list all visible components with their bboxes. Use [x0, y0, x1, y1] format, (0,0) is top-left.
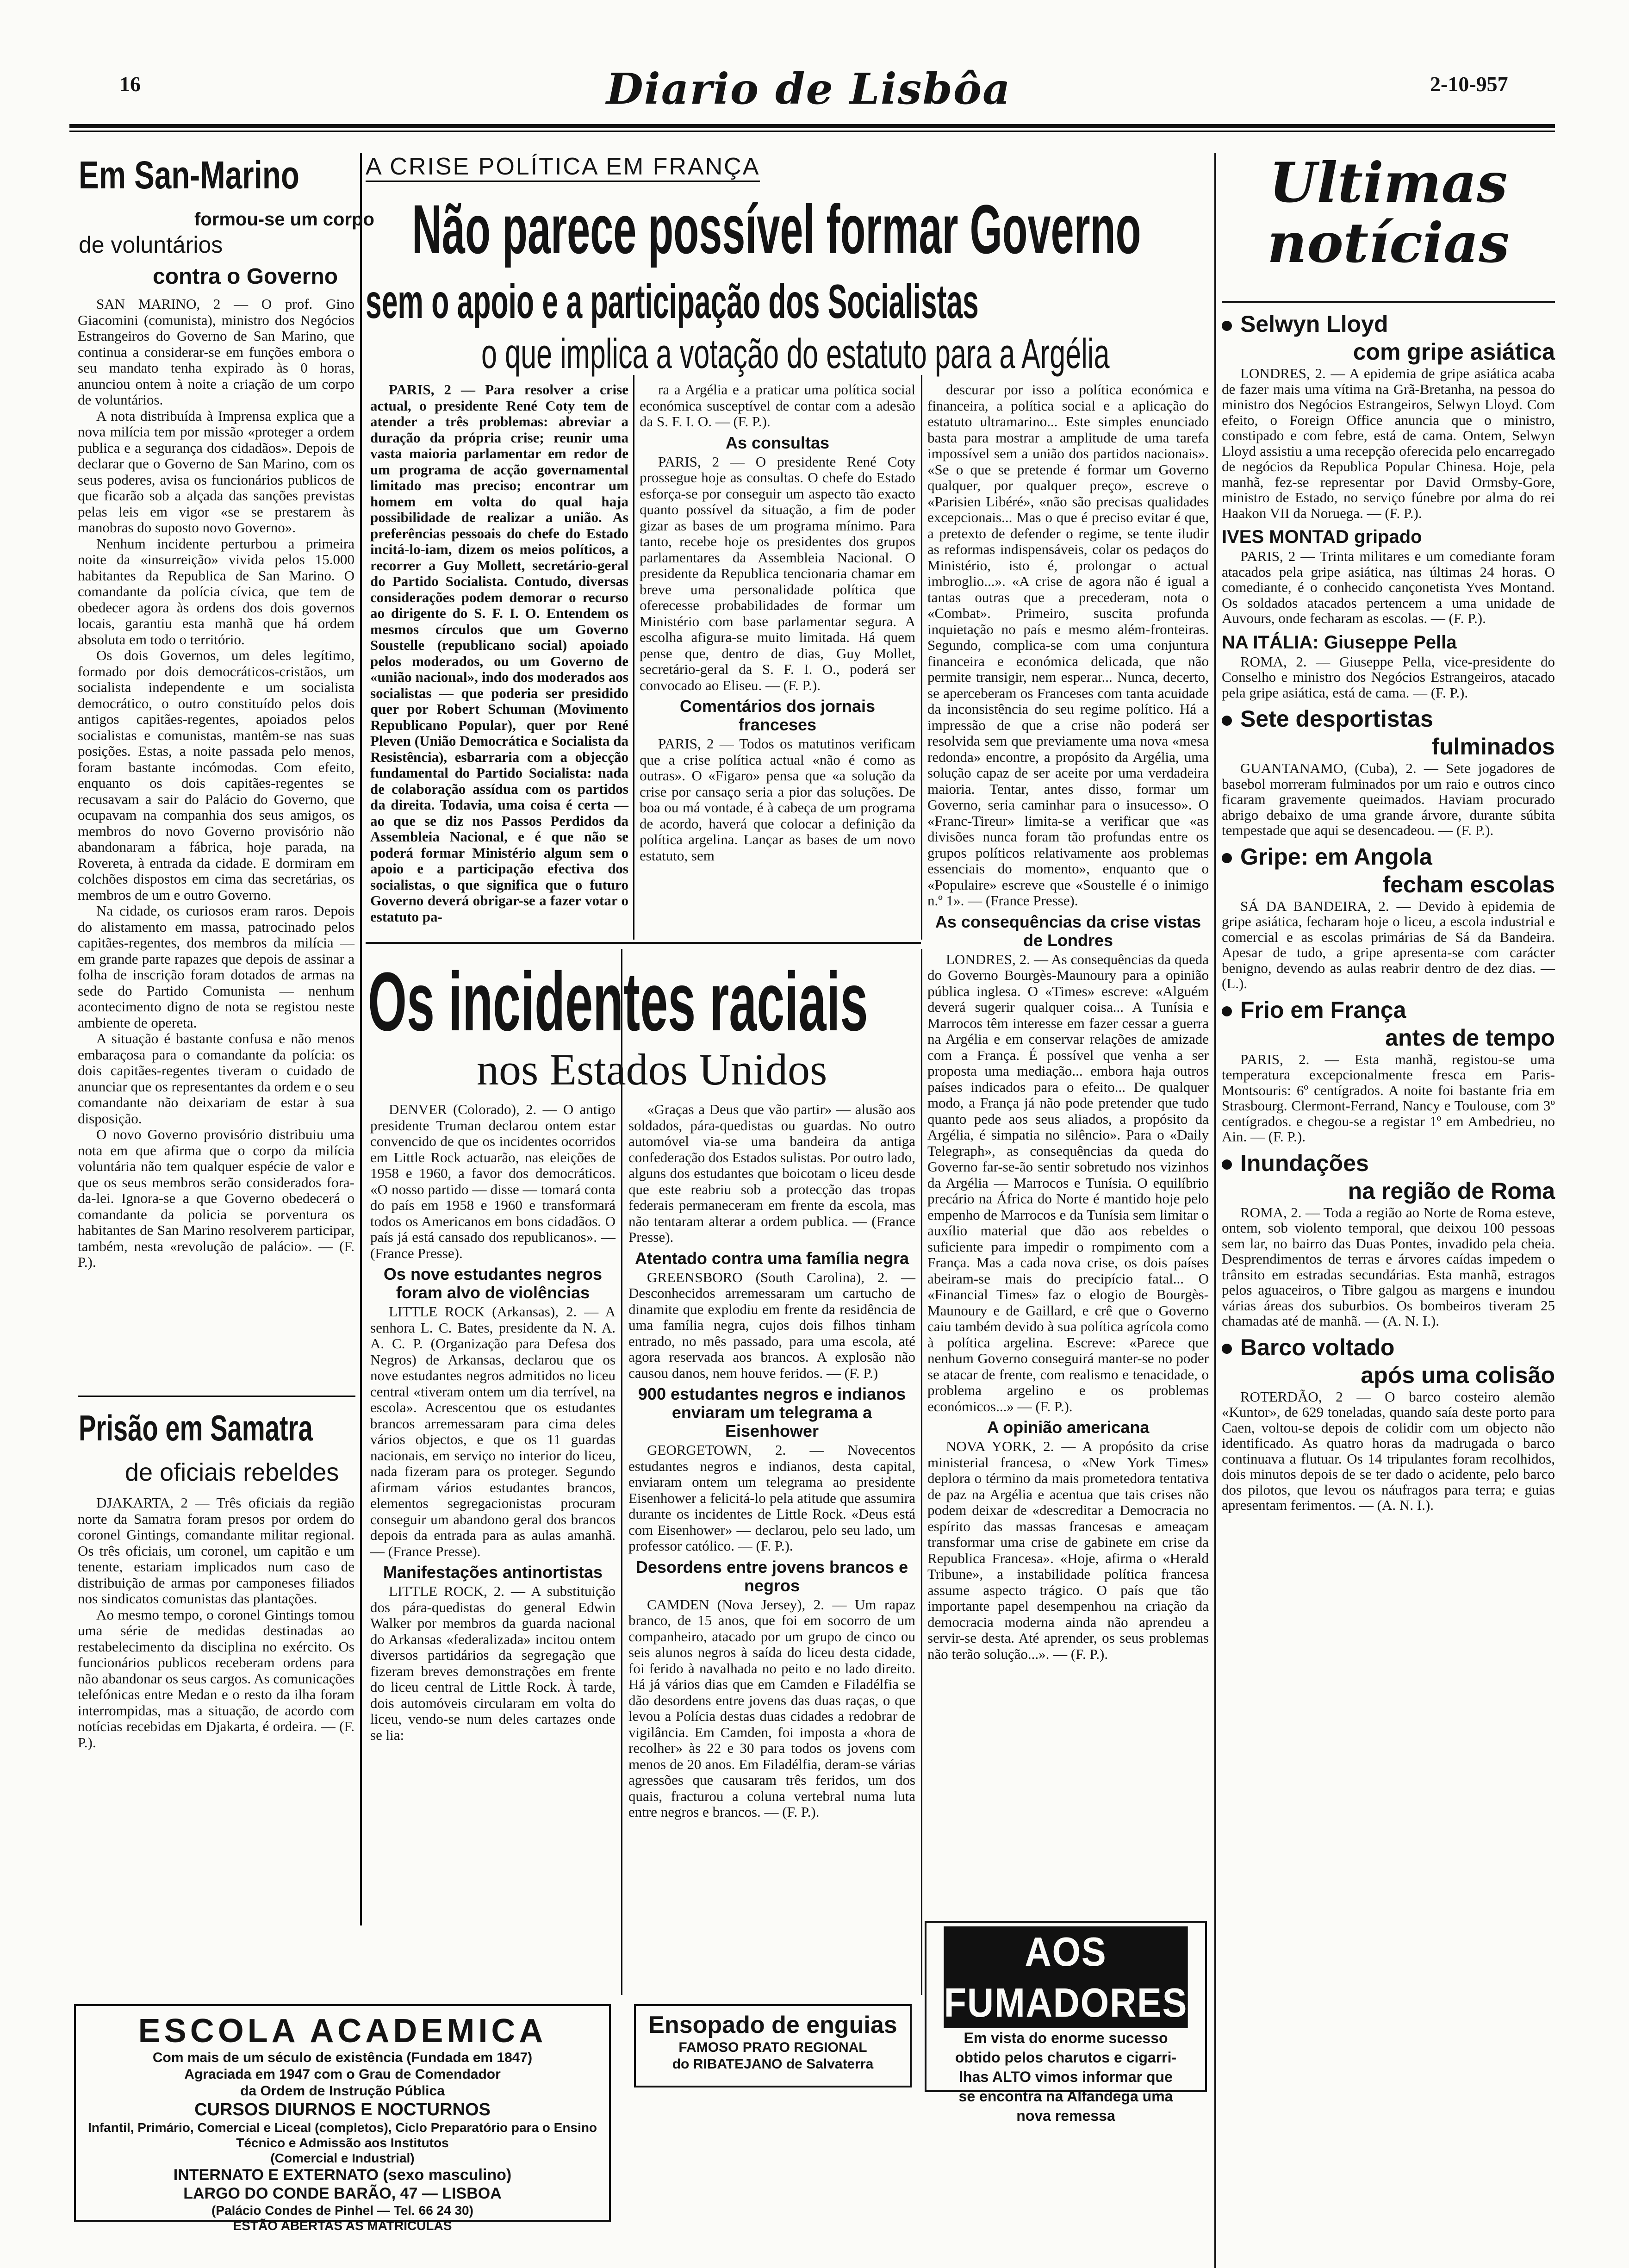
ad-title: AOS FUMADORES	[944, 1926, 1188, 2028]
latest-news-list	[1222, 310, 1555, 2249]
masthead-rule	[69, 124, 1555, 128]
ad-line: do RIBATEJANO de Salvaterra	[672, 2056, 874, 2072]
paragraph: GREENSBORO (South Carolina), 2. — Desconhecidos arremessaram um cartucho de dinamite que explodiu em frente da residência de uma família negra, cujos dois filhos tinham entrado, no mês passado, para uma escola, até agora reservada aos brancos. A explosão não causou danos, nem houve feridos. — (F. P.)	[628, 1269, 915, 1381]
ad-title: ESCOLA ACADEMICA	[138, 2013, 547, 2050]
ad-line: da Ordem de Instrução Pública	[240, 2083, 445, 2099]
subhead: Os nove estudantes negros foram alvo de violências	[383, 1265, 603, 1302]
bullet-icon	[1222, 1344, 1232, 1354]
samatra-kicker: de oficiais rebeldes	[125, 1458, 339, 1486]
ad-line: Em vista do enorme sucesso	[964, 2030, 1168, 2046]
paragraph: A nota distribuída à Imprensa explica que a nova milícia tem por missão «proteger a ordem publica e a segurança dos cidadãos». Depois de declarar que o Governo de San Marino, com os seus poderes, avisa os funcionários publicos de que ficarão sob a alçada das sanções previstas pelas leis em vigor «se se prestarem às manobras do suposto novo Governo».	[78, 407, 354, 536]
news-item	[1222, 1333, 1555, 1513]
news-item-headline	[1222, 310, 1555, 338]
ad-line: (Palácio Condes de Pinhel — Tel. 66 24 30)	[211, 2203, 473, 2218]
news-item-headline	[1222, 705, 1555, 733]
paragraph: ra a Argélia e a praticar uma política social económica susceptível de contar com a adesão da S. F. I. O. — (F. P.).	[640, 381, 915, 430]
bullet-icon	[1222, 853, 1232, 863]
racial-headline: Os incidentes raciais	[368, 955, 868, 1048]
subhead: Comentários dos jornais franceses	[679, 697, 876, 734]
news-item-headline	[1222, 1333, 1555, 1361]
article-separator	[78, 1396, 355, 1397]
ad-line: FAMOSO PRATO REGIONAL	[678, 2040, 867, 2055]
bullet-icon	[1222, 1006, 1232, 1016]
bullet-icon	[1222, 321, 1232, 331]
bullet-icon	[1222, 716, 1232, 726]
san-marino-body	[78, 296, 354, 1389]
page-number: 16	[119, 72, 141, 96]
paragraph: NOVA YORK, 2. — A propósito da crise ministerial francesa, o «New York Times» deplora o término da mais prometedora tentativa de paz na Argélia e acentua que tais crises não podem deixar de «descreditar a Democracia no espírito das massas francesas e ameaçam transformar uma crise de gabinete em crise da Republica Francesa». «Hoje, afirma o «Herald Tribune», a instabilidade política francesa assume aspecto trágico. O país que tão importante papel desempenhou na criação da democracia moderna ainda não aprendeu a servir-se desta. Até aprender, os seus problemas não terão solução...». — (F. P.).	[927, 1438, 1209, 1662]
paragraph: A situação é bastante confusa e não menos embaraçosa para o comandante da polícia: os dois capitães-regentes tiveram o cuidado de anunciar que os representantes da ordem e o seu comandante não deixariam de estar à sua disposição.	[78, 1030, 354, 1127]
racial-col-2	[628, 1102, 915, 1995]
news-item-headline	[1222, 1149, 1555, 1177]
subhead: Desordens entre jovens brancos e negros	[635, 1557, 908, 1595]
paragraph: PARIS, 2 — Para resolver a crise actual, o presidente René Coty tem de atender a três problemas: abreviar a duração da própria crise; reunir uma vasta maioria parlamentar em redor de um programa de acção governamental limitado mas preciso; encontrar um homem em volta do qual haja possibilidade de realizar a união. As preferências pessoais do chefe do Estado incitá-lo-iam, dizem os meios políticos, a recorrer a Guy Mollett, secretário-geral do Partido Socialista. Contudo, diversas considerações podem demorar o recurso ao dirigente do S. F. I. O. Entendem os mesmos círculos que um Governo Soustelle (republicano social) apoiado pelos moderados, ou um Governo de «união nacional», indo dos moderados aos socialistas — que poderia ser presidido quer por Robert Schuman (Movimento Republicano Popular), quer por René Pleven (União Democrática e Socialista da Resistência), esbarraria com a objecção fundamental do Partido Socialista: nada de colaboração assídua com os partidos da direita. Todavia, uma coisa é certa — ao que se diz nos Passos Perdidos da Assembleia Nacional, e é que não se poderá formar Ministério algum sem o apoio e a participação efectiva dos socialistas, o que significa que o futuro Governo deverá obrigar-se a fazer votar o estatuto pa-	[370, 381, 628, 925]
news-item-headline: IVES MONTAD gripado	[1222, 527, 1422, 547]
ad-line: Agraciada em 1947 com o Grau de Comendador	[184, 2067, 501, 2082]
subhead: Manifestações antinortistas	[383, 1563, 603, 1582]
france-col-2	[640, 382, 915, 937]
paragraph: ROTERDÃO, 2 — O barco costeiro alemão «Kuntor», de 629 toneladas, quando saía deste porto para Caen, voltou-se depois de colidir com um objecto não identificado. As quatro horas da madrugada o barco continuava a flutuar. Os 14 tripulantes foram recolhidos, dois minutos depois de se ter dado o acidente, pelo barco dos pilotos, que levou os náufragos para terra; e guias apresentam ferimentos. — (A. N. I.).	[1222, 1388, 1555, 1513]
paragraph: LITTLE ROCK, 2. — A substituição dos pára-quedistas do general Edwin Walker por membros da guarda nacional do Arkansas «federalizada» incitou ontem diversos partidários da segregação que fizeram breves demonstrações em frente do liceu central de Little Rock. À tarde, dois automóveis circularam em volta do liceu, vendo-se num deles cartazes onde se lia:	[370, 1583, 616, 1743]
paragraph: PARIS, 2. — Esta manhã, registou-se uma temperatura excepcionalmente fresca em Paris-Montsouris: 6º centígrados. A noite foi bastante fria em Strasbourg. Clermont-Ferrand, Nancy e Toulouse, com 3º centígrados. e chegou-se a registar 1º em Ambedrieu, no Ain. — (F. P.).	[1222, 1051, 1555, 1145]
news-item	[1222, 843, 1555, 991]
column-rule	[621, 949, 622, 1995]
section-rule	[1222, 301, 1555, 303]
paragraph: descurar por isso a política económica e financeira, a política social e a aplicação do estatuto ultramarino... Este simples enunciado basta para mostrar a amplitude de uma tarefa impossível sem a união dos partidos nacionais». «Se o que se pretende é formar um Governo qualquer, por qualquer preço», escreve o «Parisien Libéré», «não são precisas qualidades excepcionais... Mas o que é preciso evitar é que, a pretexto de defender o regime, se tente iludir as reformas indispensáveis, colar os pedaços do Ministério, isto é, prolongar o actual imbroglio...». «A crise de agora não é igual a tantas outras que a precederam, nota o «Combat». Primeiro, suscita profunda inquietação no país e mesmo além-fronteiras. Segundo, complica-se com uma conjuntura financeira e económica delicada, que não permite transigir, nem esperar... Nunca, decerto, se aperceberam os Franceses com tanta acuidade da inconsistência do seu regime político. Há a impressão de que a crise não poderá ser resolvida sem que previamente uma nova «mesa redonda» encontre, a propósito da Argélia, uma solução capaz de ser aceite por uma verdadeira maioria. Tentar, antes disso, formar um Governo, seria caminhar para o insucesso». O «Franc-Tireur» limita-se a verificar que «as divisões nunca foram tão profundas entre os grupos políticos relativamente aos problemas essenciais do momento», enquanto que o «Populaire» escreve que «Soustelle é o inimigo n.º 1». — (France Presse).	[927, 381, 1209, 909]
news-item-subhead: fecham escolas	[1382, 871, 1555, 897]
paragraph: GEORGETOWN, 2. — Novecentos estudantes negros e indianos, desta capital, enviaram ontem um telegrama ao presidente Eisenhower a felicitá-lo pela atitude que assumira durante os incidentes de Little Rock. «Deus está com Eisenhower» — declarou, pelo seu lado, um professor católico. — (F. P.).	[628, 1442, 915, 1554]
paragraph: O novo Governo provisório distribuiu uma nota em que afirma que o corpo da milícia voluntária não tem qualquer espécie de valor e que os seus membros serão considerados fora-da-lei. Ignora-se a que Governo obedecerá o comandante da policia se porventura os habitantes de San Marino resolverem participar, também, nesta «revolução de palácio». — (F. P.).	[78, 1126, 354, 1270]
issue-date: 2-10-957	[1430, 72, 1508, 96]
racial-col-1	[370, 1102, 616, 1995]
news-item-subhead: após uma colisão	[1361, 1362, 1555, 1388]
news-headline-text: Sete desportistas	[1240, 706, 1433, 732]
subhead: As consequências da crise vistas de Londres	[935, 912, 1201, 950]
paragraph: PARIS, 2 — Trinta militares e um comediante foram atacados pela gripe asiática, nas últimas 24 horas. O comediante, é o conhecido cançonetista Yves Montand. Os soldados atacados pertencem a uma unidade de Auvours, onde fecharam as escolas. — (F. P.).	[1222, 548, 1555, 626]
san-marino-kicker-3: contra o Governo	[153, 264, 338, 289]
paragraph: ROMA, 2. — Toda a região ao Norte de Roma esteve, ontem, sob violento temporal, que deixou 100 pessoas sem lar, no bairro das Duas Pontes, invadido pela cheia. Desprendimentos de terras e árvores caídas impedem o trânsito em estradas secundárias. Esta manhã, estragos pelos aguaceiros, o Tibre galgou as margens e inundou várias áreas dos suburbios. Os bombeiros tiveram 25 chamadas até de manhã. — (A. N. I.).	[1222, 1204, 1555, 1329]
paragraph: Os dois Governos, um deles legítimo, formado por dois democráticos-cristãos, um socialista independente e um socialista democrático, o outro constituído pelos dois antigos capitães-regentes, apoiados pelos socialistas e comunistas, mantêm-se nas suas posições. Estas, a noite passada pelo menos, foram bastante incómodas. Com efeito, enquanto os dois capitães-regentes se recusavam a sair do Palácio do Governo, que ocupavam na companhia dos seus amigos, os membros do novo Governo provisório não abandonaram a fábrica, hoje parada, na Rovereta, à entrada da cidade. E dormiram em colchões dispostos em cima das secretárias, os membros de um e outro Governo.	[78, 647, 354, 903]
paragraph: DENVER (Colorado), 2. — O antigo presidente Truman declarou ontem estar convencido de que os incidentes ocorridos em Little Rock actuarão, nas eleições de 1958 e 1960, a favor dos democráticos. «O nosso partido — disse — tomará conta do país em 1958 e 1960 e transformará todos os Americanos em bons cidadãos. O país já está cansado dos republicanos». — (France Presse).	[370, 1101, 616, 1261]
fumadores-ad	[925, 1921, 1207, 2124]
column-rule	[1214, 153, 1216, 2268]
latest-news-title-line-1: Ultimas	[1269, 150, 1508, 215]
san-marino-headline: Em San-Marino	[79, 153, 299, 197]
column-rule	[921, 375, 922, 940]
news-item	[1222, 631, 1555, 701]
subhead: Atentado contra uma família negra	[634, 1248, 909, 1268]
news-item-subhead: antes de tempo	[1385, 1024, 1555, 1051]
paragraph: CAMDEN (Nova Jersey), 2. — Um rapaz branco, de 15 anos, que foi em socorro de um companheiro, atacado por um grupo de cinco ou seis alunos negros à saída do liceu desta cidade, foi ferido à navalhada no peito e no lado direito. Há já vários dias que em Camden e Filadélfia se dão desordens entre jovens das duas raças, o que levou a Polícia destas duas cidades a redobrar de vigilância. Em Camden, foi imposta a «hora de recolher» às 22 e 30 para todos os jovens com menos de 20 anos. Em Filadélfia, deram-se várias agressões que causaram três feridos, um dos quais, fracturou a coluna vertebral numa luta entre negros e brancos. — (F. P.).	[628, 1596, 915, 1820]
column-rule	[921, 949, 922, 1995]
news-item-headline	[1222, 843, 1555, 871]
ad-line: CURSOS DIURNOS E NOCTURNOS	[194, 2100, 491, 2119]
latest-news-title-line-2: notícias	[1267, 211, 1510, 275]
news-item-subhead: fulminados	[1431, 734, 1555, 760]
ad-line: INTERNATO E EXTERNATO (sexo masculino)	[173, 2166, 512, 2184]
escola-academica-ad	[74, 2004, 611, 2233]
san-marino-kicker-1: formou-se um corpo	[194, 209, 374, 230]
news-headline-text: Barco voltado	[1240, 1334, 1395, 1360]
paragraph: LITTLE ROCK (Arkansas), 2. — A senhora L. C. Bates, presidente da N. A. A. C. P. (Organização para Defesa dos Negros) de Arkansas, declarou que os nove estudantes negros admitidos no liceu central «tiveram ontem um dia terrível, na escola». Acrescentou que os estudantes brancos arremessaram para cima deles vários objectos, e que os 11 guardas nacionais, em serviço no interior do liceu, nada fizeram para os proteger. Segundo afirmam vários estudantes brancos, elementos segregacionistas procuram conseguir um abandono geral dos brancos depois da entrada para as aulas amanhã. — (France Presse).	[370, 1303, 616, 1559]
paragraph: Ao mesmo tempo, o coronel Gintings tomou uma série de medidas destinadas ao restabelecimento da disciplina no exército. Os funcionários publicos receberam ordens para não abandonar os seus cargos. As comunicações telefónicas entre Medan e o resto da ilha foram interrompidas, mas a situação, de acordo com notícias recebidas em Djakarta, é ordeira. — (F. P.).	[78, 1606, 354, 1751]
racial-kicker: nos Estados Unidos	[477, 1045, 827, 1094]
france-col-1	[370, 382, 628, 937]
news-item	[1222, 996, 1555, 1145]
ad-line: Infantil, Primário, Comercial e Liceal (completos), Ciclo Preparatório para o Ensino Técnico e Admissão aos Institutos	[87, 2120, 597, 2150]
column-rule	[360, 153, 362, 1925]
news-item-headline: NA ITÁLIA: Giuseppe Pella	[1222, 632, 1457, 653]
paragraph: Nenhum incidente perturbou a primeira noite da «insurreição» vivida pelos 15.000 habitantes da Republica de San Marino. O comandante da polícia cívica, que tem de obedecer agora às ordens dos dois governos locais, garantiu esta manhã que há ordem absoluta em todo o território.	[78, 535, 354, 648]
paragraph: ROMA, 2. — Giuseppe Pella, vice-presidente do Conselho e ministro dos Negócios Estrangeiros, atacado pela gripe asiática, está de cama. — (F. P.).	[1222, 653, 1555, 701]
ad-line: (Comercial e Industrial)	[270, 2151, 415, 2165]
news-item-headline	[1222, 996, 1555, 1024]
news-item	[1222, 705, 1555, 838]
ad-line: LARGO DO CONDE BARÃO, 47 — LISBOA	[183, 2185, 502, 2202]
paragraph: PARIS, 2 — O presidente René Coty prossegue hoje as consultas. O chefe do Estado esforça-se por conseguir um aspecto tão exacto quanto possível da situação, a fim de poder gizar as bases de um programa mínimo. Para tanto, recebe hoje os presidentes dos grupos parlamentares da Assembleia Nacional. O presidente da Republica tencionaria chamar em breve uma personalidade política que oferecesse probabilidades de formar um Ministério com base parlamentar segura. A escolha afigura-se muito limitada. Há quem pense que, dentro de dias, Guy Mollet, secretário-geral da S. F. I. O., poderá ser convocado ao Eliseu. — (F. P.).	[640, 453, 915, 693]
paragraph: «Graças a Deus que vão partir» — alusão aos soldados, pára-quedistas ou guardas. No outro automóvel via-se uma bandeira da antiga confederação dos Estados sulistas. Por outro lado, alguns dos estudantes que boicotam o liceu desde que este reabriu sob a protecção das tropas federais permaneceram em frente da escola, mas não tentaram alterar a ordem publica. — (France Presse).	[628, 1101, 915, 1245]
france-headline-2: sem o apoio e a participação dos Socialistas	[366, 275, 979, 329]
latest-news-title	[1222, 150, 1555, 275]
ad-line: nova remessa	[1016, 2107, 1115, 2124]
paragraph: Na cidade, os curiosos eram raros. Depois do alistamento em massa, patrocinado pelos capitães-regentes, dos membros da milícia — em grande parte rapazes que depois de assinar a folha de inscrição foram dotados de armas na sede do Partido Comunista — nenhum acontecimento digno de nota se registou neste ambiente de opereta.	[78, 903, 354, 1031]
paragraph: DJAKARTA, 2 — Três oficiais da região norte da Samatra foram presos por ordem do coronel Gintings, comandante militar regional. Os três oficiais, um coronel, um capitão e um tenente, estariam implicados num caso de distribuição de armas por camponeses filiados nos sindicatos comunistas das plantações.	[78, 1495, 354, 1607]
france-section-label: A CRISE POLÍTICA EM FRANÇA	[366, 153, 760, 182]
san-marino-kicker-2: de voluntários	[79, 232, 223, 258]
ad-title: Ensopado de enguias	[648, 2012, 897, 2038]
newspaper-title: Diario de Lisbôa	[606, 64, 1011, 114]
ad-line: ESTÃO ABERTAS AS MATRICULAS	[233, 2218, 452, 2233]
news-item-subhead: com gripe asiática	[1353, 339, 1555, 365]
france-headline-3: o que implica a votação do estatuto para a Argélia	[481, 331, 1110, 377]
paragraph: LONDRES, 2. — As consequências da queda do Governo Bourgès-Maunoury para a opinião pública inglesa. O «Times» escreve: «Alguém deverá sugerir qualquer coisa... A Tunísia e Marrocos têm interesse em fazer cessar a guerra na Argélia e em conservar relações de amizade com a França. É possível que venha a ser proposta uma mediação... embora haja outros países indicados para o efeito... De qualquer modo, a França já não pode pretender que tudo quanto pede aos seus aliados, a propósito da Argélia, é simpatia no silêncio». Para o «Daily Telegraph», as consequências da queda do Governo far-se-ão sentir sobretudo nos vizinhos da Argélia — Marrocos e Tunísia. O equilíbrio precário na África do Norte é mantido hoje pelo empenho de Marrocos e da Tunísia sem limitar o auxílio material que dão aos rebeldes o suficiente para impedir o rompimento com a França. Mas a cada nova crise, os dois países abeiram-se mais do precipício fatal... O «Financial Times» faz o elogio de Bourgès-Maunoury e de Gaillard, e crê que o Governo caiu também devido à sua política agrícola como à política argelina. Escreve: «Parece que nenhum Governo conseguirá manter-se no poder se atacar de frente, com realismo e tenacidade, o problema argelino e os problemas económicos...» — (F. P.).	[927, 951, 1209, 1414]
ad-line: se encontra na Alfandega uma	[958, 2088, 1173, 2105]
news-headline-text: Selwyn Lloyd	[1240, 311, 1388, 337]
subhead: As consultas	[725, 433, 830, 452]
news-item	[1222, 525, 1555, 626]
ad-line: Com mais de um século de existência (Fundada em 1847)	[152, 2050, 533, 2065]
news-item	[1222, 310, 1555, 521]
paragraph: LONDRES, 2. — A epidemia de gripe asiática acaba de fazer mais uma vítima na Grã-Bretanha, na pessoa do ministro dos Negócios Estrangeiros, Selwyn Lloyd. Com efeito, o Foreign Office anuncia que o ministro, constipado e com febre, está de cama. Ontem, Selwyn Lloyd assistiu a uma recepção oferecida pelo encarregado de negócios da Republica Popular Chinesa. Hoje, pela manhã, fez-se representar por David Ormsby-Gore, ministro de Estado, no serviço fúnebre por alma do rei Haakon VII da Noruega. — (F. P.).	[1222, 365, 1555, 521]
article-separator	[366, 942, 921, 944]
masthead-rule-thin	[69, 131, 1555, 132]
subhead: A opinião americana	[987, 1418, 1150, 1437]
paragraph: PARIS, 2 — Todos os matutinos verificam que a crise política actual «não é como as outras». O «Figaro» pensa que «a solução da crise por cansaço seria a pior das soluções. De boa ou má vontade, é à cabeça de um programa de acordo, haverá que colocar a definição da política argelina. Lançar as bases de um novo estatuto, sem	[640, 735, 915, 864]
bullet-icon	[1222, 1159, 1232, 1170]
enguias-ad	[634, 2004, 912, 2087]
news-item	[1222, 1149, 1555, 1329]
france-headline-1: Não parece possível formar Governo	[412, 190, 1141, 268]
news-headline-text: Frio em França	[1240, 997, 1406, 1023]
ad-line: obtido pelos charutos e cigarri-	[955, 2049, 1177, 2066]
ad-line: lhas ALTO vimos informar que	[959, 2069, 1173, 2085]
news-headline-text: Gripe: em Angola	[1240, 843, 1432, 870]
paragraph: GUANTANAMO, (Cuba), 2. — Sete jogadores de basebol morreram fulminados por um raio e outros cinco ficaram gravemente queimados. Haviam procurado abrigo debaixo de uma grande árvore, durante súbita tempestade que aqui se desencadeou. — (F. P.).	[1222, 760, 1555, 838]
column-rule	[633, 375, 634, 940]
news-headline-text: Inundações	[1240, 1150, 1369, 1176]
samatra-headline: Prisão em Samatra	[79, 1408, 313, 1448]
subhead: 900 estudantes negros e indianos enviaram um telegrama a Eisenhower	[638, 1384, 906, 1440]
paragraph: SÁ DA BANDEIRA, 2. — Devido à epidemia de gripe asiática, fecharam hoje o liceu, a escola industrial e comercial e as escolas primárias de Sá da Bandeira. Apesar de tudo, a gripe apresenta-se com carácter benigno, devendo as aulas reabrir dentro de dez dias. — (L.).	[1222, 897, 1555, 991]
samatra-body	[78, 1495, 354, 1921]
paragraph: SAN MARINO, 2 — O prof. Gino Giacomini (comunista), ministro dos Negócios Estrangeiros do Governo de San Marino, que continua a considerar-se em funções embora o seu mandato tenha expirado às 0 horas, anunciou ontem à noite a criação de um corpo de voluntários.	[78, 296, 354, 408]
news-item-subhead: na região de Roma	[1348, 1178, 1555, 1204]
france-col-3	[927, 382, 1209, 1993]
